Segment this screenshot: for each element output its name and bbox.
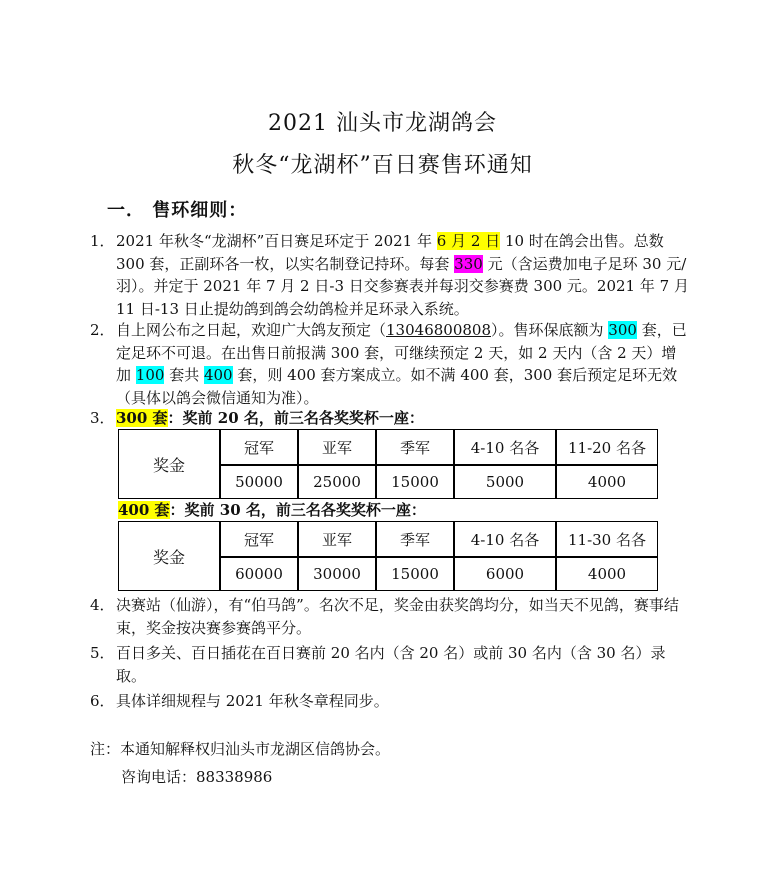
- base-quota-highlight: 300: [608, 321, 637, 339]
- paragraph-1: [90, 230, 690, 320]
- header-champion: 冠军: [220, 521, 298, 557]
- price-highlight: 330: [454, 254, 483, 273]
- header-4-10: 4-10 名各: [454, 429, 556, 465]
- header-champion: 冠军: [220, 429, 298, 465]
- paragraph-3b-text: ：奖前 30 名，前三名各奖奖杯一座：: [169, 501, 426, 519]
- paragraph-2-text-b: ）。售环保底额为: [491, 321, 609, 339]
- paragraph-6-number: 6．: [90, 692, 115, 710]
- paragraph-2-number: 2．: [90, 321, 115, 339]
- header-11-20: 11-20 名各: [556, 429, 658, 465]
- header-4-10: 4-10 名各: [454, 521, 556, 557]
- value-runner-up: 30000: [298, 557, 376, 591]
- prize-table-400: [118, 521, 658, 591]
- paragraph-2: [90, 319, 690, 409]
- value-champion: 60000: [220, 557, 298, 591]
- prize-table-300: [118, 429, 658, 499]
- paragraph-1-text-c: 元（含运费加电子足环 30 元/羽）。并定于 2021 年 7 月 2 日-3 日交参赛表并每羽交参赛费 300 元。2021 年 7 月 11 日-13 日止提幼鸽到鸽会幼鸽检并足环录入系统。: [116, 254, 689, 318]
- paragraph-4-number: 4．: [90, 596, 115, 614]
- value-11-20: 4000: [556, 465, 658, 499]
- paragraph-3-number: 3．: [90, 409, 115, 427]
- prize-label: 奖金: [118, 429, 220, 499]
- header-third: 季军: [376, 429, 454, 465]
- value-4-10: 5000: [454, 465, 556, 499]
- title-line-1: 2021 汕头市龙湖鸽会: [268, 111, 497, 136]
- header-runner-up: 亚军: [298, 521, 376, 557]
- paragraph-2-body: [116, 319, 690, 409]
- header-11-30: 11-30 名各: [556, 521, 658, 557]
- paragraph-2-text-c: 套，已定足环不可退。在出售日前报满 300 套，可继续预定 2 天，如 2 天内（含 2 天）增加: [116, 321, 687, 384]
- value-4-10: 6000: [454, 557, 556, 591]
- header-runner-up: 亚军: [298, 429, 376, 465]
- paragraph-3-body: [116, 407, 690, 430]
- paragraph-2-text-e: 套，则 400 套方案成立。如不满 400 套，300 套后预定足环无效（具体以鸽会微信通知为准）。: [116, 366, 678, 407]
- paragraph-2-text-d: 套共: [164, 366, 204, 384]
- contact-phone: 咨询电话：88338986: [121, 768, 273, 786]
- paragraph-3-text: ：奖前 20 名，前三名各奖奖杯一座：: [167, 409, 424, 427]
- paragraph-3: [90, 407, 690, 430]
- title-line-2: 秋冬“龙湖杯”百日赛售环通知: [232, 153, 533, 178]
- value-champion: 50000: [220, 465, 298, 499]
- total-quota-highlight: 400: [203, 366, 233, 384]
- header-third: 季军: [376, 521, 454, 557]
- paragraph-6-body: 具体详细规程与 2021 年秋冬章程同步。: [116, 692, 389, 710]
- phone-link[interactable]: 13046800808: [386, 321, 491, 339]
- paragraph-6: [90, 690, 690, 713]
- paragraph-5-number: 5．: [90, 644, 115, 662]
- paragraph-1-body: [116, 230, 690, 320]
- paragraph-5-body: 百日多关、百日插花在百日赛前 20 名内（含 20 名）或前 30 名内（含 30 名）录取。: [116, 644, 666, 685]
- sale-date-highlight: 6 月 2 日: [436, 232, 501, 250]
- paragraph-1-text-b: 10 时在鸽会出售。总数 300 套，正副环各一枚，以实名制登记持环。每套: [116, 232, 664, 273]
- paragraph-4: [90, 594, 690, 639]
- value-runner-up: 25000: [298, 465, 376, 499]
- set-400-highlight: 400 套: [118, 501, 170, 519]
- paragraph-4-body: 决赛站（仙游），有“伯马鸽”。名次不足，奖金由获奖鸽均分，如当天不见鸽，赛事结束，奖金按决赛参赛鸽平分。: [116, 596, 679, 637]
- added-quota-highlight: 100: [135, 366, 165, 384]
- paragraph-3b-body: [118, 499, 718, 522]
- value-third: 15000: [376, 465, 454, 499]
- paragraph-3b: [118, 499, 718, 522]
- value-11-30: 4000: [556, 557, 658, 591]
- section-heading: 一． 售环细则：: [107, 200, 248, 221]
- set-300-highlight: 300 套: [116, 409, 168, 427]
- footnote: 注：本通知解释权归汕头市龙湖区信鸽协会。: [90, 740, 391, 758]
- prize-label: 奖金: [118, 521, 220, 591]
- paragraph-1-text-a: 2021 年秋冬“龙湖杯”百日赛足环定于 2021 年: [116, 232, 437, 250]
- paragraph-5: [90, 642, 690, 687]
- paragraph-1-number: 1．: [90, 232, 115, 250]
- value-third: 15000: [376, 557, 454, 591]
- paragraph-2-text-a: 自上网公布之日起，欢迎广大鸽友预定（: [116, 321, 387, 339]
